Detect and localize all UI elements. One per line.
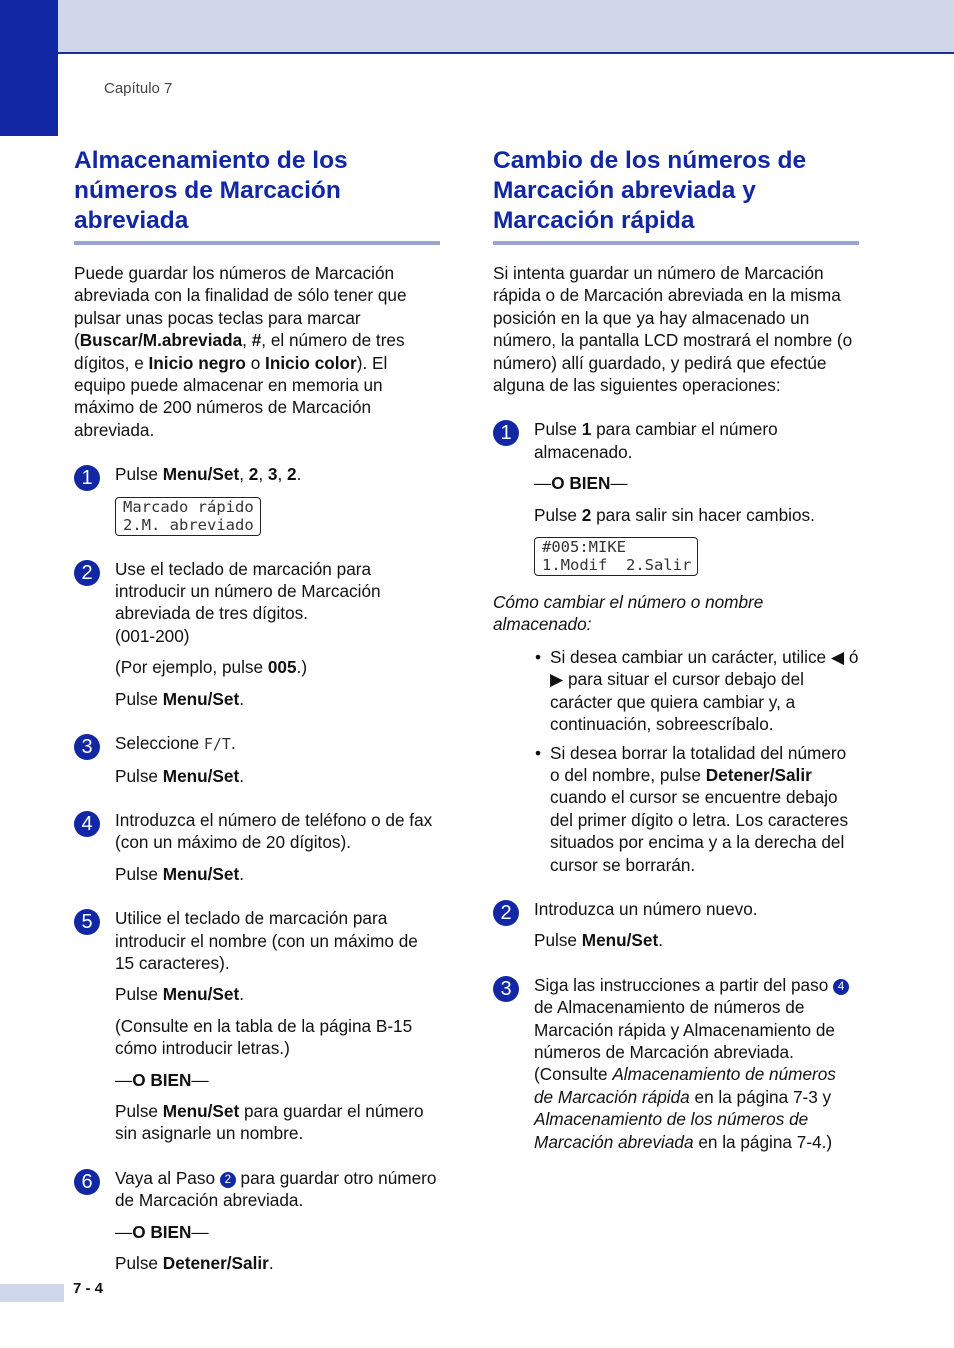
text-run: Pulse [534,504,582,525]
step-number-badge: 1 [493,420,519,446]
text-run: Use el teclado de marcación para introducir un número de Marcación abreviada de tres dígitos. [115,558,381,624]
text-run: cuando el cursor se encuentre debajo del primer dígito o letra. Los caracteres situados por encima y a la derecha del cursor se borrarán. [550,787,849,875]
text-run: Seleccione [115,733,204,754]
text-run: ). El equipo puede almacenar en memoria un máximo de 200 números de Marcación abreviada. [74,352,388,440]
bold-text: Menu/Set [162,464,240,485]
step-body [534,974,859,1153]
left-column [74,146,440,1274]
text-run: para guardar otro número de Marcación abreviada. [115,1167,437,1211]
howto-bullets [493,646,859,876]
text-run: Introduzca un número nuevo. [534,898,758,919]
lcd-display [534,537,698,576]
bold-text: O BIEN [132,1069,192,1090]
step-paragraph [115,1100,440,1145]
text-run: para salir sin hacer cambios. [591,504,815,525]
text-run: (001-200) [115,625,190,646]
text-run: Pulse [115,464,163,485]
bold-text: Menu/Set [162,765,240,786]
lcd-line: #005:MIKE [542,538,626,557]
text-run: Pulse [115,688,163,709]
text-run: . [658,930,663,951]
step-1 [74,463,440,535]
left-steps [74,463,440,1274]
step-paragraph [115,463,440,485]
bold-text: # [251,330,262,351]
step-paragraph [115,907,440,974]
text-run: (Por ejemplo, pulse [115,657,268,678]
step-number-badge: 5 [74,909,100,935]
step-paragraph [115,732,440,755]
step-paragraph [115,688,440,710]
bold-text: Menu/Set [162,688,240,709]
section-heading-change-numbers: Cambio de los números de Marcación abreviada y Marcación rápida [493,146,859,245]
text-run: ◀ [830,646,845,667]
bullet-item [535,646,859,736]
text-run: . [239,984,244,1005]
text-run: , [258,464,268,485]
step-paragraph [534,504,859,526]
bold-text: O BIEN [551,473,611,494]
lcd-option-text: F/T [203,735,231,754]
text-run: , [239,464,249,485]
step-body [115,732,440,787]
step-body [115,1167,440,1275]
step-body [115,463,440,535]
step-paragraph [115,1167,440,1212]
step-paragraph [115,1015,440,1060]
text-run: o [245,352,266,373]
step-number-badge: 1 [74,465,100,491]
lcd-line: Marcado rápido [123,497,254,516]
text-run: (Consulte en la tabla de la página B-15 cómo introducir letras.) [115,1015,413,1059]
step-2 [493,898,859,952]
text-run: — [191,1069,209,1090]
text-run: , el número de tres dígitos, e [74,330,405,373]
lcd-line: 1.Modif 2.Salir [542,556,692,575]
text-run: Si desea cambiar un carácter, utilice [550,646,831,667]
header-band [0,0,954,54]
step-body [115,907,440,1145]
bold-text: Menu/Set [162,984,240,1005]
right-intro [493,262,859,396]
step-paragraph [534,898,859,920]
text-run: Pulse [534,419,582,440]
step-paragraph [115,1221,440,1243]
text-run: ó [844,646,859,667]
chapter-tab-block [0,0,58,136]
text-run: Siga las instrucciones a partir del paso [534,974,834,995]
step-body [115,809,440,885]
text-run: — [610,473,628,494]
lcd-line: 2.M. abreviado [123,515,254,534]
text-run: en la página 7-3 y [689,1086,832,1107]
step-3 [493,974,859,1153]
page-number: 7 - 4 [73,1280,104,1297]
bold-text: O BIEN [132,1221,192,1242]
text-run: Pulse [115,765,163,786]
text-run: para situar el cursor debajo del carácter que quiera cambiar y, a continuación, sobreescríbalo. [550,669,804,735]
step-6 [74,1167,440,1275]
text-run: .) [296,657,308,678]
text-run: . [239,765,244,786]
step-number-badge: 2 [74,560,100,586]
text-run: Pulse [115,984,163,1005]
section-heading-speed-dial-storage: Almacenamiento de los números de Marcación abreviada [74,146,440,245]
text-run: Introduzca el número de teléfono o de fax (con un máximo de 20 dígitos). [115,809,433,853]
step-number-badge: 6 [74,1169,100,1195]
step-paragraph [115,1069,440,1091]
right-steps-continued [493,898,859,1153]
step-paragraph [115,765,440,787]
step-number-badge: 2 [493,900,519,926]
text-run: — [115,1069,133,1090]
text-run: . [239,863,244,884]
step-paragraph [115,656,440,678]
text-run: Utilice el teclado de marcación para introducir el nombre (con un máximo de 15 caracteres). [115,908,418,973]
italic-text: Almacenamiento de números de Marcación rápida [534,1064,836,1107]
step-5 [74,907,440,1145]
step-1 [493,418,859,576]
step-number-badge: 3 [493,976,519,1002]
text-run: — [191,1221,209,1242]
left-intro [74,262,440,441]
text-run: Pulse [534,930,582,951]
bold-text: 2 [248,464,259,485]
step-paragraph [534,472,859,494]
bold-text: 2 [581,504,592,525]
bold-text: 1 [581,419,592,440]
text-run: . [268,1253,274,1273]
text-run: . [239,688,244,709]
bold-text: Detener/Salir [162,1253,269,1273]
text-run: , [242,330,252,351]
text-run: Si desea borrar la totalidad del número o del nombre, pulse [550,742,847,785]
text-run: ▶ [550,669,564,690]
step-paragraph [534,929,859,951]
text-run: para cambiar el número almacenado. [534,419,778,462]
text-run: Si intenta guardar un número de Marcación rápida o de Marcación abreviada en la misma posición en la que ya hay almacenado un número, la pantalla LCD mostrará el nombre (o número) allí guardado, y pedirá que efectúe alguna de las siguientes operaciones: [493,263,853,396]
step-ref-badge: 2 [220,1172,236,1188]
step-paragraph [534,418,859,463]
step-body [534,898,859,952]
bold-text: 3 [267,464,278,485]
text-run: Pulse [115,1253,163,1273]
text-run: . [230,733,236,754]
step-paragraph [115,863,440,885]
step-3 [74,732,440,787]
bold-text: 2 [287,464,297,485]
text-run: Vaya al Paso [115,1167,220,1188]
chapter-label: Capítulo 7 [104,80,173,97]
bold-text: Inicio negro [148,352,246,373]
step-body [115,558,440,710]
step-paragraph [115,809,440,854]
text-run: Pulse [115,1100,163,1121]
step-paragraph [115,1252,440,1274]
right-column [493,146,859,1153]
footer-band [0,1284,64,1302]
step-paragraph [115,558,440,648]
step-ref-badge: 4 [833,979,849,995]
step-2 [74,558,440,710]
text-run: de Almacenamiento de números de Marcación rápida y Almacenamiento de números de Marcación abreviada. (Consulte [534,997,835,1085]
text-run: . [296,464,302,485]
text-run: Puede guardar los números de Marcación abreviada con la finalidad de sólo tener que pulsar unas pocas teclas para marcar ( [74,263,407,351]
bold-text: 005 [267,657,297,678]
howto-title: Cómo cambiar el número o nombre almacenado: [493,592,764,635]
text-run: , [277,464,287,485]
step-number-badge: 3 [74,734,100,760]
right-steps [493,418,859,576]
step-4 [74,809,440,885]
bold-text: Menu/Set [162,863,240,884]
step-number-badge: 4 [74,811,100,837]
text-run: — [115,1221,133,1242]
bold-text: Menu/Set [162,1100,240,1121]
bold-text: Buscar/M.abreviada [79,330,243,351]
text-run: — [534,473,552,494]
step-paragraph [115,983,440,1005]
step-body [534,418,859,576]
bullet-item [535,742,859,876]
lcd-display [115,497,261,536]
bold-text: Inicio color [265,352,357,373]
bold-text: Detener/Salir [705,764,812,785]
bold-text: Menu/Set [581,930,659,951]
text-run: Pulse [115,863,163,884]
italic-text: Almacenamiento de los números de Marcación abreviada [534,1109,809,1152]
text-run: para guardar el número sin asignarle un nombre. [115,1100,424,1144]
step-paragraph [534,974,859,1153]
text-run: en la página 7-4.) [693,1131,833,1152]
